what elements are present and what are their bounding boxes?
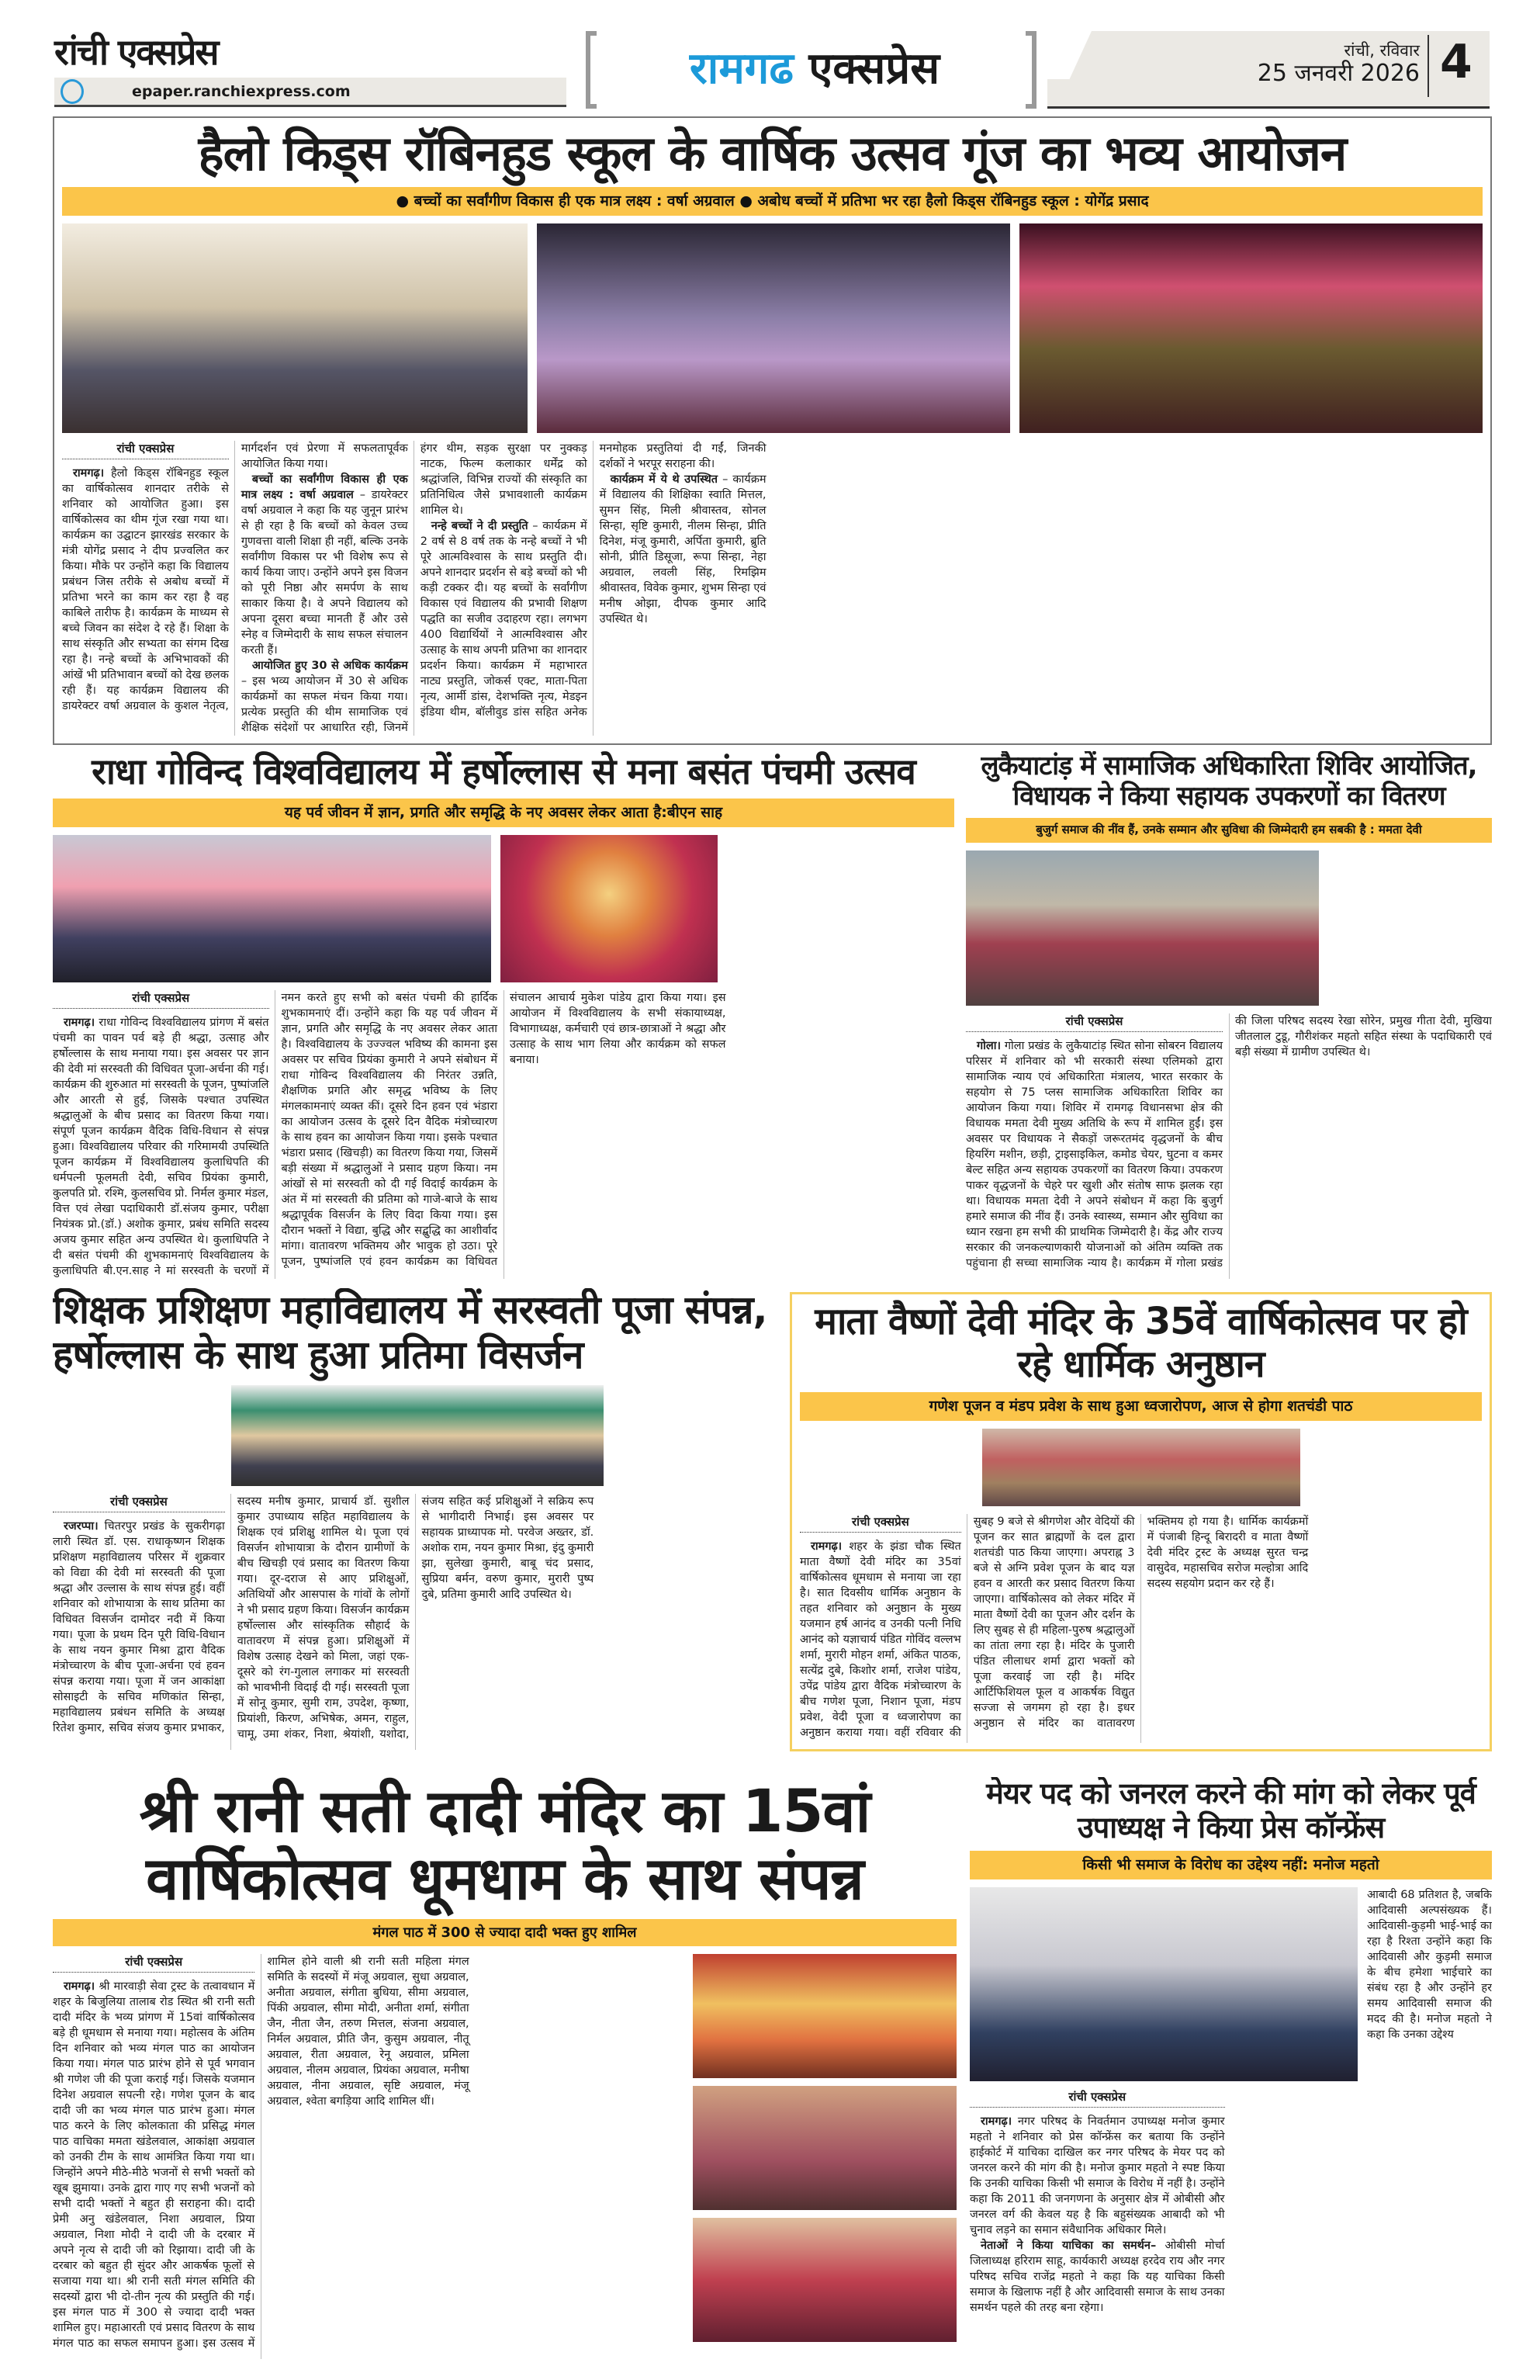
photo-puja [982, 1429, 1300, 1506]
article-mayor-post [970, 1777, 1492, 2359]
body-text: – डायरेक्टर वर्षा अग्रवाल ने कहा कि यह जुनून प्रारंभ से ही रहा है कि बच्चों को केवल उच्च गुणवत्ता वाली शिक्षा ही नहीं, बल्कि उनके सर्वांगीण विकास पर भी विशेष रूप से कार्य किया जाए। उन्होंने अपने इस विजन को पूरी निष्ठा और समर्पण के साथ साकार किया है। वे अपने विद्यालय को अपना दूसरा बच्चा मानती हैं और उसे स्नेह व जिम्मेदारी के साथ सफल संचालन करती हैं। [241, 488, 408, 656]
dateline-place: रामगढ़। [64, 1980, 95, 1994]
newspaper-logo: रांची एक्सप्रेस [54, 31, 218, 73]
article-body [53, 1494, 778, 1750]
edition-suffix: एक्सप्रेस [808, 43, 940, 94]
bracket-left [586, 31, 597, 109]
byline: रांची एक्सप्रेस [800, 1514, 961, 1533]
byline: रांची एक्सप्रेस [966, 1013, 1223, 1032]
byline: रांची एक्सप्रेस [53, 1494, 225, 1512]
photo-row [970, 1887, 1492, 2081]
photo-row [966, 850, 1492, 1006]
subheadline: बुजुर्ग समाज की नींव हैं, उनके सम्मान और सुविधा की जिम्मेदारी हम सबकी है : ममता देवी [966, 818, 1492, 843]
photo-row [53, 1385, 778, 1486]
edition-name: रामगढ [689, 43, 794, 94]
body-text: आबादी 68 प्रतिशत है, जबकि आदिवासी अल्पसंख्यक हैं। आदिवासी-कुड़मी भाई-भाई का रहा है रिश्ता उन्होंने कहा कि आदिवासी और कुड़मी समाज के बीच हमेशा भाईचारे का संबंध रहा है और उन्होंने हर समय आदिवासी समाज की मदद की है। मनोज महतो ने कहा कि उनका उद्देश्य [1367, 1889, 1492, 2042]
headline: श्री रानी सती दादी मंदिर का 15वां वार्षिकोत्सव धूमधाम के साथ संपन्न [139, 1777, 870, 1914]
byline: रांची एक्सप्रेस [53, 990, 269, 1009]
article-lukaiyatand [966, 751, 1492, 1279]
byline: रांची एक्सप्रेस [62, 441, 229, 459]
bracket-right [1026, 31, 1036, 109]
photo-devotees [693, 2218, 957, 2342]
edition-title [613, 43, 1016, 95]
photo-camp [966, 850, 1319, 1006]
place-day: रांची, रविवार [1344, 41, 1420, 60]
photo-inauguration [62, 223, 528, 433]
crosshead: बच्चों का सर्वांगीण विकास ही एक मात्र लक्ष्य : वर्षा अग्रवाल [241, 473, 408, 501]
crosshead: नन्हे बच्चों ने दी प्रस्तुति [431, 519, 528, 532]
article-body [53, 1954, 683, 2359]
epaper-icon [61, 79, 84, 104]
photo-dadi-darbar [693, 1954, 957, 2078]
headline: हैलो किड्स रॉबिनहुड स्कूल के वार्षिक उत्सव गूंज का भव्य आयोजन [198, 125, 1347, 182]
page-number: 4 [1428, 35, 1473, 97]
dateline-place: गोला। [977, 1039, 1002, 1052]
body-text: शहर के झंडा चौक स्थित माता वैष्णों देवी मंदिर का 35वां वार्षिकोत्सव धूमधाम से मनाया जा रहा है। सात दिवसीय धार्मिक अनुष्ठान के तहत शनिवार को अनुष्ठान के मुख्य यजमान हर्ष आनंद व उनकी पत्नी निधि आनंद को यज्ञाचार्य पंडित गोविंद वल्लभ शर्मा, मुरारी मोहन शर्मा, अंकित पाठक, सत्येंद्र दुबे, किशोर शर्मा, राजेश पांडेय, उपेंद्र पांडेय द्वारा वैदिक मंत्रोच्चारण के बीच गणेश पूजा, निशान पूजा, मंडप प्रवेश, वेदी पूजा व ध्वजारोपण का अनुष्ठान कराया गया। वहीं रविवार की सुबह 9 बजे से श्रीगणेश और वेदियों की पूजन कर सात ब्राह्मणों के दल द्वारा शतचंडी पाठ किया जाएगा। अपराह्न 3 बजे से अग्नि प्रवेश पूजन के बाद यज्ञ हवन व आरती कर प्रसाद वितरण किया जाएगा। वार्षिकोत्सव को लेकर मंदिर में माता वैष्णों देवी का पूजन और दर्शन के लिए सुबह से ही महिला-पुरुष श्रद्धालुओं का तांता लगा रहा है। मंदिर के पुजारी पंडित लीलाधर शर्मा द्वारा भक्तों को पूजा करवाई जा रही है। मंदिर आर्टिफिशियल फूल व आकर्षक विद्युत सज्जा से जगमग हो रहा है। इधर अनुष्ठान से मंदिर का वातावरण भक्तिमय हो गया है। धार्मिक कार्यक्रमों में पंजाबी हिन्दू बिरादरी व माता वैष्णों देवी मंदिर ट्रस्ट के अध्यक्ष सुरत चन्द्र वासुदेव, महासचिव सरोज मल्होत्रा आदि सदस्य सहयोग प्रदान कर रहे हैं। [800, 1516, 1309, 1740]
article-body [966, 1013, 1492, 1279]
body-text: चितरपुर प्रखंड के सुकरीगढ़ा लारी स्थित डॉ. एस. राधाकृष्णन शिक्षक प्रशिक्षण महाविद्यालय परिसर में शुक्रवार को विद्या की देवी मां सरस्वती की पूजा श्रद्धा और उल्लास के साथ संपन्न हुई। वहीं शनिवार को शोभायात्रा के साथ प्रतिमा का विधिवत विसर्जन दामोदर नदी में किया गया। पूजा के प्रथम दिन पूरी विधि-विधान के साथ नयन कुमार मिश्रा द्वारा वैदिक मंत्रोच्चारण के बीच पूजा-अर्चना एवं हवन संपन्न कराया गया। पूजा में जन आकांक्षा सोसाइटी के सचिव मणिकांत सिन्हा, महाविद्यालय प्रबंधन समिति के अध्यक्ष रितेश कुमार, सचिव संजय कुमार प्रभाकर, सदस्य मनीष कुमार, प्राचार्य डॉ. सुशील कुमार उपाध्याय सहित महाविद्यालय के शिक्षक एवं प्रशिक्षु शामिल थे। पूजा एवं विसर्जन शोभायात्रा के दौरान ग्रामीणों के बीच खिचड़ी एवं प्रसाद का वितरण किया गया। दूर-दराज से आए प्रशिक्षुओं, अतिथियों और आसपास के गांवों के लोगों ने भी प्रसाद ग्रहण किया। विसर्जन कार्यक्रम हर्षोल्लास और सांस्कृतिक सौहार्द के वातावरण में संपन्न हुआ। प्रशिक्षुओं में विशेष उत्साह देखने को मिला, जहां एक-दूसरे को रंग-गुलाल लगाकर मां सरस्वती को भावभीनी विदाई दी गई। सरस्वती पूजा में सोनू कुमार, सुमी राम, उपदेश, कृष्णा, प्रियांशी, किरण, अभिषेक, अमन, राहुल, चामू, उमा शंकर, निशा, श्रेयांशी, यशोदा, संजय सहित कई प्रशिक्षुओं ने सक्रिय रूप से भागीदारी निभाई। इस अवसर पर सहायक प्राध्यापक मो. परवेज अख्तर, डॉ. अशोक राम, नयन कुमार मिश्रा, इंदु कुमारी झा, सुलेखा कुमारी, बाबू चंद प्रसाद, सुप्रिया बर्मन, वरुण कुमार, मुरारी पुष्प दुबे, प्रतिमा कुमारी आदि उपस्थित थे। [53, 1495, 594, 1741]
headline: शिक्षक प्रशिक्षण महाविद्यालय में सरस्वती पूजा संपन्न, हर्षोल्लास के साथ हुआ प्रतिमा विसर्जन [53, 1288, 767, 1377]
crosshead: आयोजित हुए 30 से अधिक कार्यक्रम [251, 659, 408, 672]
photo-column [693, 1954, 957, 2359]
headline: राधा गोविन्द विश्वविद्यालय में हर्षोल्लास से मना बसंत पंचमी उत्सव [92, 751, 915, 792]
photo-row [62, 223, 1483, 433]
subheadline: गणेश पूजन व मंडप प्रवेश के साथ हुआ ध्वजारोपण, आज से होगा शतचंडी पाठ [800, 1392, 1482, 1421]
article-saraswati-puja [53, 1288, 778, 1750]
content-row [53, 1954, 957, 2359]
dateline [1241, 39, 1420, 85]
headline: लुकैयाटांड़ में सामाजिक अधिकारिता शिविर आयोजित, विधायक ने किया सहायक उपकरणों का वितरण [981, 751, 1477, 812]
photo-press-conference [970, 1887, 1358, 2081]
subheadline: किसी भी समाज के विरोध का उद्देश्य नहीं: मनोज महतो [970, 1851, 1492, 1879]
subheadline: ● बच्चों का सर्वांगीण विकास ही एक मात्र लक्ष्य : वर्षा अग्रवाल ● अबोध बच्चों में प्रतिभा भर रहा हैलो किड्स रॉबिनहुड स्कूल : योगेंद्र प्रसाद [62, 187, 1483, 216]
dateline-place: रामगढ़। [811, 1540, 843, 1554]
epaper-url[interactable]: epaper.ranchiexpress.com [54, 78, 566, 107]
dateline-place: रामगढ़। [73, 466, 105, 480]
subheadline: मंगल पाठ में 300 से ज्यादा दादी भक्त हुए शामिल [53, 1919, 957, 1946]
crosshead: नेताओं ने किया याचिका का समर्थन– [981, 2240, 1157, 2253]
article-body [53, 990, 954, 1279]
photo-row [800, 1429, 1482, 1506]
photo-saraswati-idol [500, 835, 718, 982]
article-body [62, 441, 1483, 736]
dateline-place: रजरप्पा। [64, 1520, 99, 1533]
subheadline: यह पर्व जीवन में ज्ञान, प्रगति और समृद्धि के नए अवसर लेकर आता है:बीएन साह [53, 799, 954, 827]
crosshead: कार्यक्रम में ये थे उपस्थित [610, 473, 718, 486]
article-body [800, 1514, 1482, 1743]
photo-dance [537, 223, 1010, 433]
article-basant-panchami [53, 751, 954, 1279]
photo-group [53, 835, 491, 982]
body-text: ओबीसी मोर्चा जिलाध्यक्ष हरिराम साहू, कार्यकारी अध्यक्ष हरदेव राय और नगर परिषद सचिव राजेंद्र महतो ने कहा कि यह याचिका किसी समाज के खिलाफ नहीं है और आदिवासी समाज के साथ उनका समर्थन पहले की तरह बना रहेगा। [970, 2240, 1225, 2315]
body-text: – इस भव्य आयोजन में 30 से अधिक कार्यक्रमों का सफल मंचन किया गया। प्रत्येक प्रस्तुति की थीम सामाजिक एवं शैक्षिक संदेशों पर आधारित रही, जिनमें हंगर थीम, सड़क सुरक्षा पर नुक्कड़ नाटक, फिल्म कलाकार धर्मेंद्र को श्रद्धांजलि, विभिन्न राज्यों की संस्कृति का प्रतिनिधित्व जैसे प्रभावशाली कार्यक्रम शामिल थे। [241, 442, 587, 734]
side-column [1367, 1887, 1492, 2081]
byline: रांची एक्सप्रेस [53, 1954, 254, 1973]
dateline-place: रामगढ़। [981, 2115, 1012, 2129]
headline: माता वैष्णों देवी मंदिर के 35वें वार्षिकोत्सव पर हो रहे धार्मिक अनुष्ठान [815, 1300, 1467, 1387]
photo-mangal-path [693, 2086, 957, 2210]
article-body [970, 2089, 1492, 2359]
article-rani-sati [53, 1777, 957, 2359]
body-text: श्री मारवाड़ी सेवा ट्रस्ट के तत्वावधान में शहर के बिजुलिया तालाब रोड स्थित श्री रानी सती दादी मंदिर के भव्य प्रांगण में 15वां वार्षिकोत्सव बड़े ही धूमधाम से मनाया गया। महोत्सव के अंतिम दिन शनिवार को भव्य मंगल पाठ का आयोजन किया गया। मंगल पाठ प्रारंभ होने से पूर्व भगवान श्री गणेश जी की पूजा कराई गई। जिसके यजमान दिनेश अग्रवाल सपत्नी रहे। गणेश पूजन के बाद दादी जी का भव्य मंगल पाठ प्रारंभ हुआ। मंगल पाठ करने के लिए कोलकाता की प्रसिद्ध मंगल पाठ वाचिका ममता खंडेलवाल, आकांक्षा अग्रवाल को उनकी टीम के साथ आमंत्रित किया गया था। जिन्होंने अपने मीठे-मीठे भजनों से सभी भक्तों को खूब झुमाया। उनके द्वारा गाए गए सभी भजनों को सभी दादी भक्तों ने बहुत ही सराहना की। दादी प्रेमी अनु खंडेलवाल, निशा अग्रवाल, प्रिया अग्रवाल, निशा मोदी ने दादी जी के दरबार में अपने नृत्य से दादी जी को रिझाया। दादी जी के दरबार को बहुत ही सुंदर और आकर्षक फूलों से सजाया गया था। श्री रानी सती मंगल समिति की सदस्यों द्वारा भी दो-तीन नृत्य की प्रस्तुति की गई। इस मंगल पाठ में 300 से ज्यादा दादी भक्त शामिल हुए। महाआरती एवं प्रसाद वितरण के साथ मंगल पाठ का सफल समापन हुआ। इस उत्सव में शामिल होने वाली श्री रानी सती महिला मंगल समिति के सदस्यों में मंजू अग्रवाल, सुधा अग्रवाल, अनीता अग्रवाल, संगीता बुधिया, सीमा अग्रवाल, पिंकी अग्रवाल, सीमा मोदी, अनीता शर्मा, संगीता जैन, नीता जैन, तरुण मित्तल, संजना अग्रवाल, निर्मल अग्रवाल, प्रीति जैन, कुसुम अग्रवाल, नीतू अग्रवाल, रीता अग्रवाल, रेनू अग्रवाल, प्रमिला अग्रवाल, नीलम अग्रवाल, प्रियंका अग्रवाल, मनीषा अग्रवाल, नीना अग्रवाल, सृष्टि अग्रवाल, मंजू अग्रवाल, श्वेता बगड़िया आदि शामिल थीं। [53, 1956, 469, 2351]
body-text: हैलो किड्स रॉबिनहुड स्कूल का वार्षिकोत्सव शानदार तरीके से शनिवार को आयोजित हुआ। इस वार्षिकोत्सव का थीम गूंज रखा गया था। कार्यक्रम का उद्घाटन झारखंड सरकार के मंत्री योगेंद्र प्रसाद ने दीप प्रज्वलित कर किया। मौके पर उन्होंने कहा कि विद्यालय प्रबंधन जिस तरीके से अबोध बच्चों में प्रतिभा भरने का काम कर रहा है वह काबिले तारीफ है। कार्यक्रम के माध्यम से बच्चे जिवन का संदेश दे रहे हैं। शिक्षा के साथ संस्कृति और सभ्यता का संगम दिख रहा है। नन्हे बच्चों के अभिभावकों की आंखें भी प्रतिभावान बच्चों को देख छलक रही हैं। यह कार्यक्रम विद्यालय की डायरेक्टर वर्षा अग्रवाल के कुशल नेतृत्व, मार्गदर्शन एवं प्रेरणा में सफलतापूर्वक आयोजित किया गया। [62, 442, 408, 712]
headline: मेयर पद को जनरल करने की मांग को लेकर पूर्व उपाध्यक्ष ने किया प्रेस कॉन्फ्रेंस [986, 1777, 1476, 1845]
article-robinhood [53, 116, 1492, 745]
byline: रांची एक्सप्रेस [970, 2089, 1225, 2108]
dateline-place: रामगढ़। [64, 1016, 95, 1029]
body-text: – कार्यक्रम में 2 वर्ष से 8 वर्ष तक के नन्हे बच्चों ने भी पूरे आत्मविश्वास के साथ प्रस्तुति दी। अपने शानदार प्रदर्शन से बड़े बच्चों को भी कड़ी टक्कर दी। यह बच्चों के सर्वांगीण विकास एवं विद्यालय की प्रभावी शिक्षण पद्धति का सजीव उदाहरण रहा। लगभग 400 विद्यार्थियों ने आत्मविश्वास और उत्साह के साथ अपनी प्रतिभा का शानदार प्रदर्शन किया। कार्यक्रम में महाभारत नाट्य प्रस्तुति, जोकर्स एक्ट, माता-पिता नृत्य, आर्मी डांस, देशभक्ति नृत्य, मेडइन इंडिया थीम, बॉलीवुड डांस सहित अनेक मनमोहक प्रस्तुतियां दी गईं, जिनकी दर्शकों ने भरपूर सराहना की। [420, 442, 767, 719]
issue-date: 25 जनवरी 2026 [1257, 60, 1420, 87]
photo-army-dance [1019, 223, 1483, 433]
body-text: गोला प्रखंड के लुकैयाटांड़ स्थित सोना सोबरन विद्यालय परिसर में शनिवार को भी सरकारी संस्था एलिमको द्वारा सामाजिक न्याय एवं अधिकारिता मंत्रालय, भारत सरकार के सहयोग से 75 प्लस सामाजिक अधिकारिता शिविर का आयोजन किया गया। शिविर में रामगढ़ विधानसभा क्षेत्र की विधायक ममता देवी मुख्य अतिथि के रूप में शामिल हुईं। इस अवसर पर विधायक ने सैकड़ों जरूरतमंद वृद्धजनों के बीच हियरिंग मशीन, छड़ी, ट्राइसाइकिल, कमोड चेयर, घुटना व कमर बेल्ट सहित अन्य सहायक उपकरणों का वितरण किया। उपकरण पाकर वृद्धजनों के चेहरे पर खुशी और संतोष साफ झलक रहा था। विधायक ममता देवी ने अपने संबोधन में कहा कि बुजुर्ग हमारे समाज की नींव हैं। उनके स्वास्थ्य, सम्मान और सुविधा का ध्यान रखना हम सभी की प्राथमिक जिम्मेदारी है। केंद्र और राज्य सरकार की जनकल्याणकारी योजनाओं को अंतिम व्यक्ति तक पहुंचाना ही सच्चा सामाजिक न्याय है। कार्यक्रम में गोला प्रखंड की जिला परिषद सदस्य रेखा सोरेन, प्रमुख गीता देवी, मुखिया जीतलाल टुडू, गौरीशंकर महतो सहित संस्था के पदाधिकारी एवं बड़ी संख्या में ग्रामीण उपस्थित थे। [966, 1014, 1492, 1270]
body-text: नगर परिषद के निवर्तमान उपाध्यक्ष मनोज कुमार महतो ने शनिवार को प्रेस कॉन्फ्रेंस कर बताया कि उन्होंने हाईकोर्ट में याचिका दाखिल कर नगर परिषद के मेयर पद को जनरल करने की मांग की है। मनोज कुमार महतो ने स्पष्ट किया कि उनकी याचिका किसी भी समाज के विरोध में नहीं है। उन्होंने कहा कि 2011 की जनगणना के अनुसार क्षेत्र में ओबीसी और जनरल वर्ग की केवल यह है कि बहुसंख्यक आबादी को भी चुनाव लड़ने का समान संवैधानिक अधिकार मिले। [970, 2115, 1225, 2237]
photo-visarjan [231, 1385, 604, 1486]
body-text: राधा गोविन्द विश्वविद्यालय प्रांगण में बसंत पंचमी का पावन पर्व बड़े ही श्रद्धा, उत्साह और हर्षोल्लास के साथ मनाया गया। इस अवसर पर ज्ञान की देवी मां सरस्वती की विधिवत पूजा-अर्चना की गई। कार्यक्रम की शुरुआत मां सरस्वती के पूजन, पुष्पांजलि और आरती से हुई, जिसके पश्चात उपस्थित श्रद्धालुओं के बीच प्रसाद का वितरण किया गया। संपूर्ण पूजन कार्यक्रम वैदिक विधि-विधान से संपन्न हुआ। विश्वविद्यालय परिवार की गरिमामयी उपस्थिति पूजन कार्यक्रम में विश्वविद्यालय कुलाधिपति की धर्मपत्नी फूलमती देवी, सचिव प्रियंका कुमारी, कुलपति प्रो. रश्मि, कुलसचिव प्रो. निर्मल कुमार मंडल, वित्त एवं लेखा पदाधिकारी डॉ.संजय कुमार, परीक्षा नियंत्रक प्रो.(डॉ.) अशोक कुमार, प्रबंध समिति सदस्य अजय कुमार सहित अन्य उपस्थित थे। कुलाधिपति ने दी बसंत पंचमी की शुभकामनाएं विश्वविद्यालय के कुलाधिपति बी.एन.साह ने मां सरस्वती के चरणों में नमन करते हुए सभी को बसंत पंचमी की हार्दिक शुभकामनाएं दीं। उन्होंने कहा कि यह पर्व जीवन में ज्ञान, प्रगति और समृद्धि के नए अवसर लेकर आता है। विश्वविद्यालय के उज्ज्वल भविष्य की कामना इस अवसर पर सचिव प्रियंका कुमारी ने अपने संबोधन में राधा गोविन्द विश्वविद्यालय की निरंतर उन्नति, शैक्षणिक प्रगति और समृद्ध भविष्य के लिए मंगलकामनाएं व्यक्त कीं। दूसरे दिन हवन एवं भंडारा का आयोजन उत्सव के दूसरे दिन वैदिक मंत्रोच्चारण के साथ हवन का आयोजन किया गया। इसके पश्चात भंडारा प्रसाद (खिचड़ी) का वितरण किया गया, जिसमें बड़ी संख्या में श्रद्धालुओं ने प्रसाद ग्रहण किया। नम आंखों से मां सरस्वती को दी गई विदाई कार्यक्रम के अंत में मां सरस्वती की प्रतिमा को गाजे-बाजे के साथ श्रद्धापूर्वक विसर्जन के लिए विदा किया गया। इस दौरान भक्तों ने विद्या, बुद्धि और सद्बुद्धि का आशीर्वाद मांगा। वातावरण भक्तिमय और भावुक हो उठा। पूरे पूजन, पुष्पांजलि एवं हवन कार्यक्रम का विधिवत संचालन आचार्य मुकेश पांडेय द्वारा किया गया। इस आयोजन में विश्वविद्यालय के सभी संकायाध्यक्ष, विभागाध्यक्ष, कर्मचारी एवं छात्र-छात्राओं ने श्रद्धा और उत्साह के साथ भाग लिया और कार्यक्रम को सफल बनाया। [53, 991, 726, 1277]
photo-row [53, 835, 954, 982]
body-text: – कार्यक्रम में विद्यालय की शिक्षिका स्वाति मित्तल, सुमन सिंह, मिली श्रीवास्तव, सोनल सिन्हा, सृष्टि कुमारी, नीलम सिन्हा, प्रीति दिनेश, मंजू कुमारी, अर्पिता कुमारी, ब्रुति सोनी, प्रीति डिसूजा, रूपा सिन्हा, नेहा अग्रवाल, लवली सिंह, रिमझिम श्रीवास्तव, विवेक कुमार, शुभम सिन्हा एवं मनीष ओझा, दीपक कुमार आदि उपस्थित थे। [599, 473, 767, 625]
article-vaishno-devi [790, 1292, 1492, 1751]
